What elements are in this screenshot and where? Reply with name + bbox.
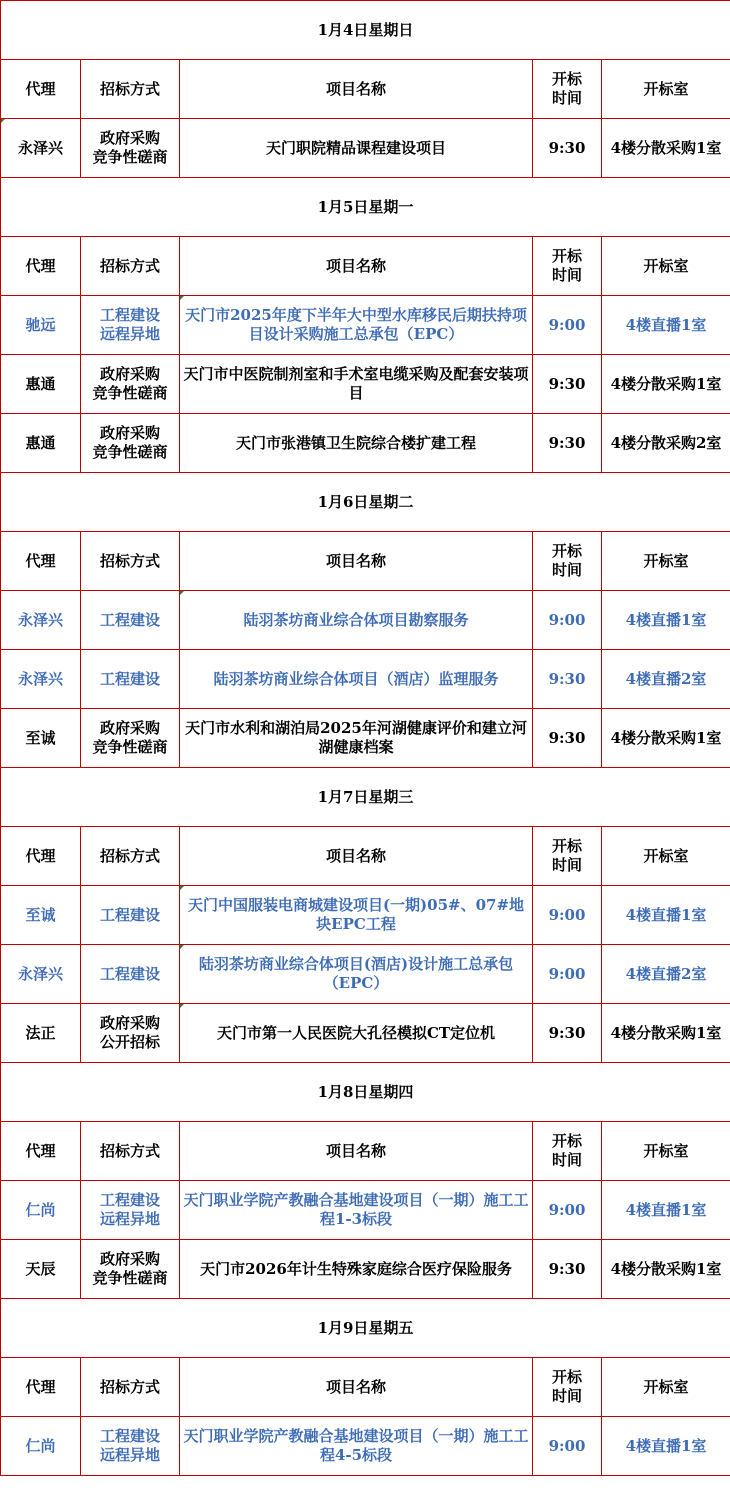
column-header-row: [1, 532, 730, 591]
date-heading: 1月6日星期二: [1, 473, 730, 532]
table-row: [1, 1240, 730, 1299]
header-open-time: 开标 时间: [533, 1122, 602, 1181]
cell-bid-method: 政府采购 公开招标: [81, 1004, 180, 1063]
cell-open-time[interactable]: 9:00: [533, 1417, 602, 1476]
table-row: [1, 414, 730, 473]
header-open-room: 开标室: [602, 1358, 730, 1417]
cell-agent: 惠通: [1, 414, 81, 473]
cell-project-name[interactable]: 陆羽茶坊商业综合体项目(酒店)设计施工总承包（EPC）: [180, 945, 533, 1004]
cell-project-name[interactable]: 天门职业学院产教融合基地建设项目（一期）施工工程4-5标段: [180, 1417, 533, 1476]
cell-project-name[interactable]: 天门职业学院产教融合基地建设项目（一期）施工工程1-3标段: [180, 1181, 533, 1240]
cell-agent[interactable]: 驰远: [1, 296, 81, 355]
cell-open-time[interactable]: 9:00: [533, 591, 602, 650]
table-row: [1, 355, 730, 414]
cell-bid-method[interactable]: 工程建设 远程异地: [81, 1181, 180, 1240]
header-open-room: 开标室: [602, 532, 730, 591]
table-row[interactable]: [1, 945, 730, 1004]
cell-open-room: 4楼分散采购1室: [602, 1240, 730, 1299]
cell-bid-method[interactable]: 工程建设 远程异地: [81, 296, 180, 355]
header-bid-method: 招标方式: [81, 1122, 180, 1181]
cell-open-room: 4楼分散采购1室: [602, 355, 730, 414]
cell-open-time[interactable]: 9:00: [533, 296, 602, 355]
table-row[interactable]: [1, 886, 730, 945]
cell-open-room[interactable]: 4楼直播2室: [602, 945, 730, 1004]
date-heading: 1月5日星期一: [1, 178, 730, 237]
cell-open-room[interactable]: 4楼直播2室: [602, 650, 730, 709]
column-header-row: [1, 60, 730, 119]
cell-open-room[interactable]: 4楼直播1室: [602, 591, 730, 650]
date-row: [1, 473, 730, 532]
cell-project-name: 天门市水利和湖泊局2025年河湖健康评价和建立河湖健康档案: [180, 709, 533, 768]
table-row: [1, 119, 730, 178]
cell-bid-method[interactable]: 工程建设 远程异地: [81, 1417, 180, 1476]
column-header-row: [1, 237, 730, 296]
table-row[interactable]: [1, 1417, 730, 1476]
cell-agent: 惠通: [1, 355, 81, 414]
cell-bid-method[interactable]: 工程建设: [81, 591, 180, 650]
cell-open-room: 4楼分散采购1室: [602, 709, 730, 768]
header-open-time: 开标 时间: [533, 1358, 602, 1417]
cell-open-time: 9:30: [533, 119, 602, 178]
cell-project-name: 天门市中医院制剂室和手术室电缆采购及配套安装项目: [180, 355, 533, 414]
cell-open-time: 9:30: [533, 1240, 602, 1299]
column-header-row: [1, 1358, 730, 1417]
cell-open-time: 9:30: [533, 1004, 602, 1063]
date-row: [1, 1, 730, 60]
date-row: [1, 1063, 730, 1122]
table-row[interactable]: [1, 650, 730, 709]
cell-open-time[interactable]: 9:00: [533, 1181, 602, 1240]
cell-agent[interactable]: 永泽兴: [1, 650, 81, 709]
header-project-name: 项目名称: [180, 827, 533, 886]
header-open-time: 开标 时间: [533, 532, 602, 591]
cell-open-room[interactable]: 4楼直播1室: [602, 1181, 730, 1240]
header-bid-method: 招标方式: [81, 60, 180, 119]
cell-open-room: 4楼分散采购2室: [602, 414, 730, 473]
cell-project-name[interactable]: 天门中国服装电商城建设项目(一期)05#、07#地块EPC工程: [180, 886, 533, 945]
table-row[interactable]: [1, 296, 730, 355]
header-agent: 代理: [1, 1122, 81, 1181]
header-open-time: 开标 时间: [533, 237, 602, 296]
date-row: [1, 1299, 730, 1358]
bid-schedule-body: [1, 1, 730, 1476]
cell-agent: 法正: [1, 1004, 81, 1063]
table-row: [1, 709, 730, 768]
cell-project-name: 天门市第一人民医院大孔径模拟CT定位机: [180, 1004, 533, 1063]
header-project-name: 项目名称: [180, 1358, 533, 1417]
cell-agent: 永泽兴: [1, 119, 81, 178]
header-open-time: 开标 时间: [533, 827, 602, 886]
date-heading: 1月8日星期四: [1, 1063, 730, 1122]
cell-agent[interactable]: 仁尚: [1, 1181, 81, 1240]
header-open-room: 开标室: [602, 827, 730, 886]
cell-project-name[interactable]: 天门市2025年度下半年大中型水库移民后期扶持项目设计采购施工总承包（EPC）: [180, 296, 533, 355]
cell-open-time: 9:30: [533, 355, 602, 414]
cell-open-room: 4楼分散采购1室: [602, 1004, 730, 1063]
cell-open-time: 9:30: [533, 709, 602, 768]
header-agent: 代理: [1, 532, 81, 591]
cell-open-room[interactable]: 4楼直播1室: [602, 296, 730, 355]
cell-bid-method: 政府采购 竞争性磋商: [81, 119, 180, 178]
cell-bid-method[interactable]: 工程建设: [81, 650, 180, 709]
cell-bid-method: 政府采购 竞争性磋商: [81, 355, 180, 414]
date-heading: 1月4日星期日: [1, 1, 730, 60]
header-agent: 代理: [1, 60, 81, 119]
cell-agent[interactable]: 永泽兴: [1, 591, 81, 650]
header-open-room: 开标室: [602, 60, 730, 119]
cell-open-time[interactable]: 9:00: [533, 886, 602, 945]
cell-agent[interactable]: 仁尚: [1, 1417, 81, 1476]
header-project-name: 项目名称: [180, 1122, 533, 1181]
header-bid-method: 招标方式: [81, 237, 180, 296]
date-heading: 1月9日星期五: [1, 1299, 730, 1358]
cell-project-name: 天门市张港镇卫生院综合楼扩建工程: [180, 414, 533, 473]
header-bid-method: 招标方式: [81, 1358, 180, 1417]
cell-agent: 至诚: [1, 709, 81, 768]
header-bid-method: 招标方式: [81, 532, 180, 591]
cell-bid-method: 政府采购 竞争性磋商: [81, 1240, 180, 1299]
date-row: [1, 768, 730, 827]
cell-bid-method[interactable]: 工程建设: [81, 945, 180, 1004]
cell-agent: 天辰: [1, 1240, 81, 1299]
header-open-time: 开标 时间: [533, 60, 602, 119]
column-header-row: [1, 1122, 730, 1181]
date-row: [1, 178, 730, 237]
cell-bid-method: 政府采购 竞争性磋商: [81, 414, 180, 473]
cell-open-room[interactable]: 4楼直播1室: [602, 1417, 730, 1476]
cell-open-room[interactable]: 4楼直播1室: [602, 886, 730, 945]
header-agent: 代理: [1, 1358, 81, 1417]
header-agent: 代理: [1, 827, 81, 886]
cell-project-name: 天门职院精品课程建设项目: [180, 119, 533, 178]
cell-open-time[interactable]: 9:30: [533, 650, 602, 709]
cell-bid-method: 政府采购 竞争性磋商: [81, 709, 180, 768]
header-open-room: 开标室: [602, 1122, 730, 1181]
cell-project-name[interactable]: 陆羽茶坊商业综合体项目勘察服务: [180, 591, 533, 650]
header-agent: 代理: [1, 237, 81, 296]
cell-project-name: 天门市2026年计生特殊家庭综合医疗保险服务: [180, 1240, 533, 1299]
header-project-name: 项目名称: [180, 237, 533, 296]
table-row[interactable]: [1, 591, 730, 650]
column-header-row: [1, 827, 730, 886]
header-bid-method: 招标方式: [81, 827, 180, 886]
cell-bid-method[interactable]: 工程建设: [81, 886, 180, 945]
header-project-name: 项目名称: [180, 532, 533, 591]
cell-open-time[interactable]: 9:00: [533, 945, 602, 1004]
table-row[interactable]: [1, 1181, 730, 1240]
cell-project-name[interactable]: 陆羽茶坊商业综合体项目（酒店）监理服务: [180, 650, 533, 709]
cell-open-room: 4楼分散采购1室: [602, 119, 730, 178]
header-project-name: 项目名称: [180, 60, 533, 119]
cell-agent[interactable]: 永泽兴: [1, 945, 81, 1004]
header-open-room: 开标室: [602, 237, 730, 296]
table-row: [1, 1004, 730, 1063]
cell-agent[interactable]: 至诚: [1, 886, 81, 945]
date-heading: 1月7日星期三: [1, 768, 730, 827]
cell-open-time: 9:30: [533, 414, 602, 473]
